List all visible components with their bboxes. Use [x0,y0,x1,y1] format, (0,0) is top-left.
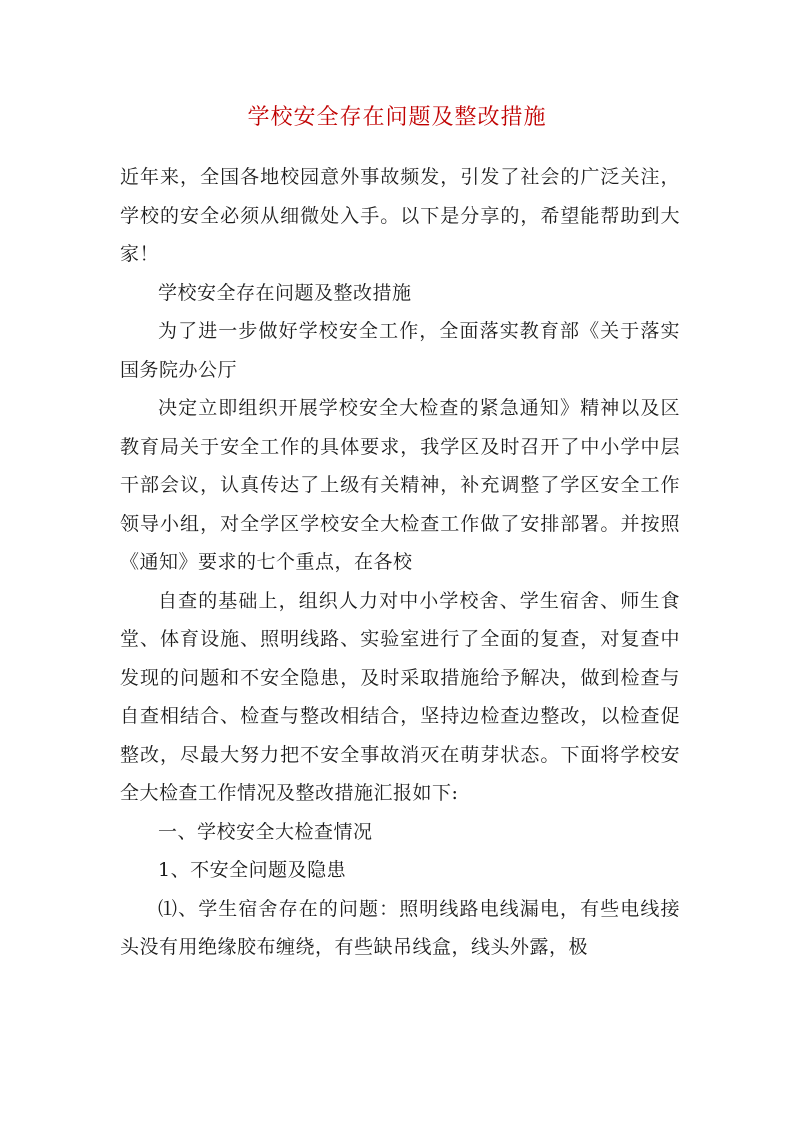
paragraph-dormitory-issues: ⑴、学生宿舍存在的问题：照明线路电线漏电，有些电线接头没有用绝缘胶布缠绕，有些缺吊线盒，线头外露，极 [120,897,680,958]
paragraph-purpose: 为了进一步做好学校安全工作，全面落实教育部《关于落实国务院办公厅 [120,320,680,381]
paragraph-decision: 决定立即组织开展学校安全大检查的紧急通知》精神以及区教育局关于安全工作的具体要求，我学区及时召开了中小学中层干部会议，认真传达了上级有关精神，补充调整了学区安全工作领导小组，对全学区学校安全大检查工作做了安排部署。并按照《通知》要求的七个重点，在各校 [120,397,680,573]
paragraph-subtitle: 学校安全存在问题及整改措施 [158,281,412,304]
paragraph-self-check: 自查的基础上，组织人力对中小学校舍、学生宿舍、师生食堂、体育设施、照明线路、实验室进行了全面的复查，对复查中发现的问题和不安全隐患，及时采取措施给予解决，做到检查与自查相结合、检查与整改相结合，坚持边检查边整改，以检查促整改，尽最大努力把不安全事故消灭在萌芽状态。下面将学校安全大检查工作情况及整改措施汇报如下: [120,589,680,804]
document-title: 学校安全存在问题及整改措施 [247,105,547,130]
document-body [120,158,680,967]
subsection-heading-1: 1、不安全问题及隐患 [158,859,347,881]
paragraph-intro: 近年来，全国各地校园意外事故频发，引发了社会的广泛关注，学校的安全必须从细微处入手。以下是分享的，希望能帮助到大家！ [120,166,680,265]
section-heading-1: 一、学校安全大检查情况 [158,820,373,843]
